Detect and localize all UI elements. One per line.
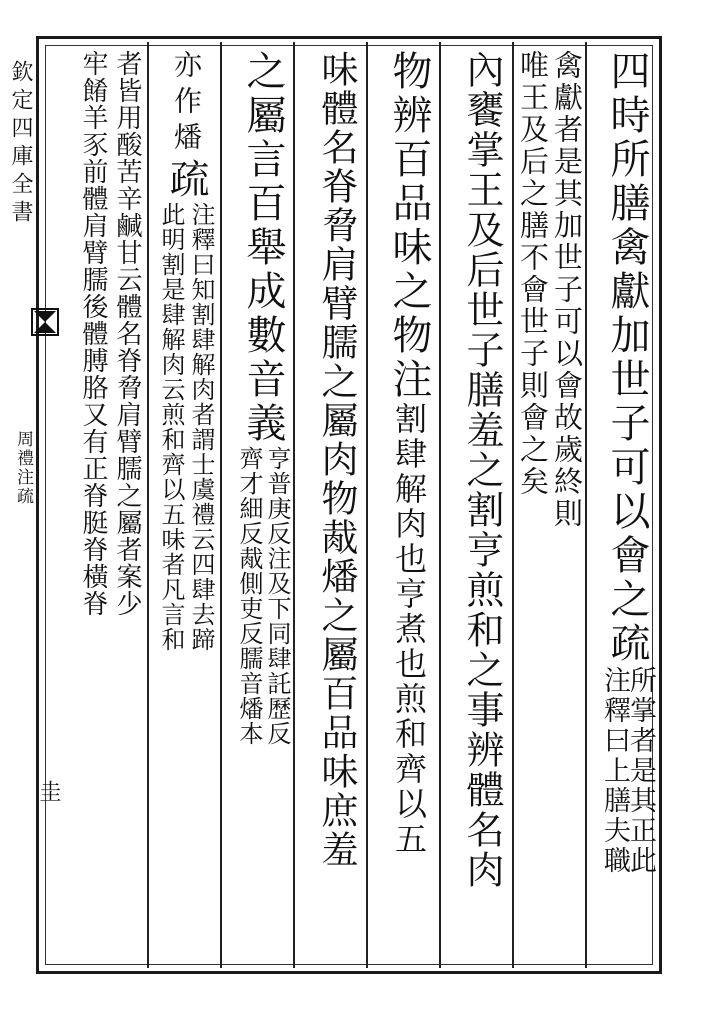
fish-tail-mark-icon (30, 305, 60, 339)
note-left: 所掌者是其正此 (625, 666, 656, 876)
note-right: 注釋曰上膳夫職 (599, 666, 630, 876)
head-text: 亦作燔 (170, 50, 203, 158)
note-right: 禽獻者是其加世子可以會故歲終則 (550, 50, 584, 530)
book-title: 周禮注疏 (13, 430, 33, 506)
main-text: 之屬言百舉成數 (240, 50, 286, 358)
spine-title: 欽定四庫全書 (8, 60, 33, 228)
column-rule (220, 42, 222, 968)
annotation-label: 疏 (163, 158, 209, 202)
note-left: 唯王及后之膳不會世子則會之矣 (516, 50, 550, 498)
text-column-6 (229, 50, 291, 962)
main-text: 物辨百品味之物 (386, 50, 432, 358)
note-right: 亨普庚反注及下同肆託歷反 (263, 446, 291, 746)
annotation-label: 疏 (604, 622, 650, 666)
note-pair (156, 202, 216, 652)
column-rule (147, 42, 149, 968)
text-column-1 (597, 50, 656, 962)
note-pair (235, 446, 291, 746)
note-left: 牢餚羊豕前體肩臂臑後體膊胳又有正脊脡脊橫脊 (78, 50, 108, 617)
annotation-label: 音義 (240, 358, 286, 446)
text-column-8 (76, 50, 142, 962)
text-column-7 (152, 50, 216, 962)
note-text: 割肆解肉也亨煮也煎和齊以五 (390, 402, 428, 857)
note-left: 此明割是肆解肉云煎和齊以五味者凡言和 (157, 202, 185, 652)
page-number: 圭 (36, 780, 61, 802)
text-column-2 (516, 50, 584, 962)
text-column-4 (375, 50, 435, 962)
column-rule (439, 42, 441, 968)
column-rule (366, 42, 368, 968)
annotation-label: 注 (386, 358, 432, 402)
text-column-5 (302, 50, 362, 962)
note-right: 注釋曰知割肆解肉者謂士虞禮云四肆去蹄 (187, 202, 215, 652)
note-pair (599, 666, 656, 876)
column-rule (585, 42, 587, 968)
note-left: 齊才細反胾側吏反臑音燔本 (235, 446, 263, 746)
main-text: 內饔掌王及后世子膳羞之割亨煎和之事辨體名肉 (460, 50, 504, 890)
column-rule (293, 42, 295, 968)
note-right: 者皆用酸苦辛鹹甘云體名脊脅肩臂臑之屬者案少 (112, 50, 142, 617)
main-text: 味體名脊脅肩臂臑之屬肉物胾燔之屬百品味庶羞 (315, 50, 358, 869)
text-column-3 (448, 50, 508, 962)
column-rule (512, 42, 514, 968)
main-text: 四時所膳禽獻加世子可以會之 (604, 50, 650, 622)
